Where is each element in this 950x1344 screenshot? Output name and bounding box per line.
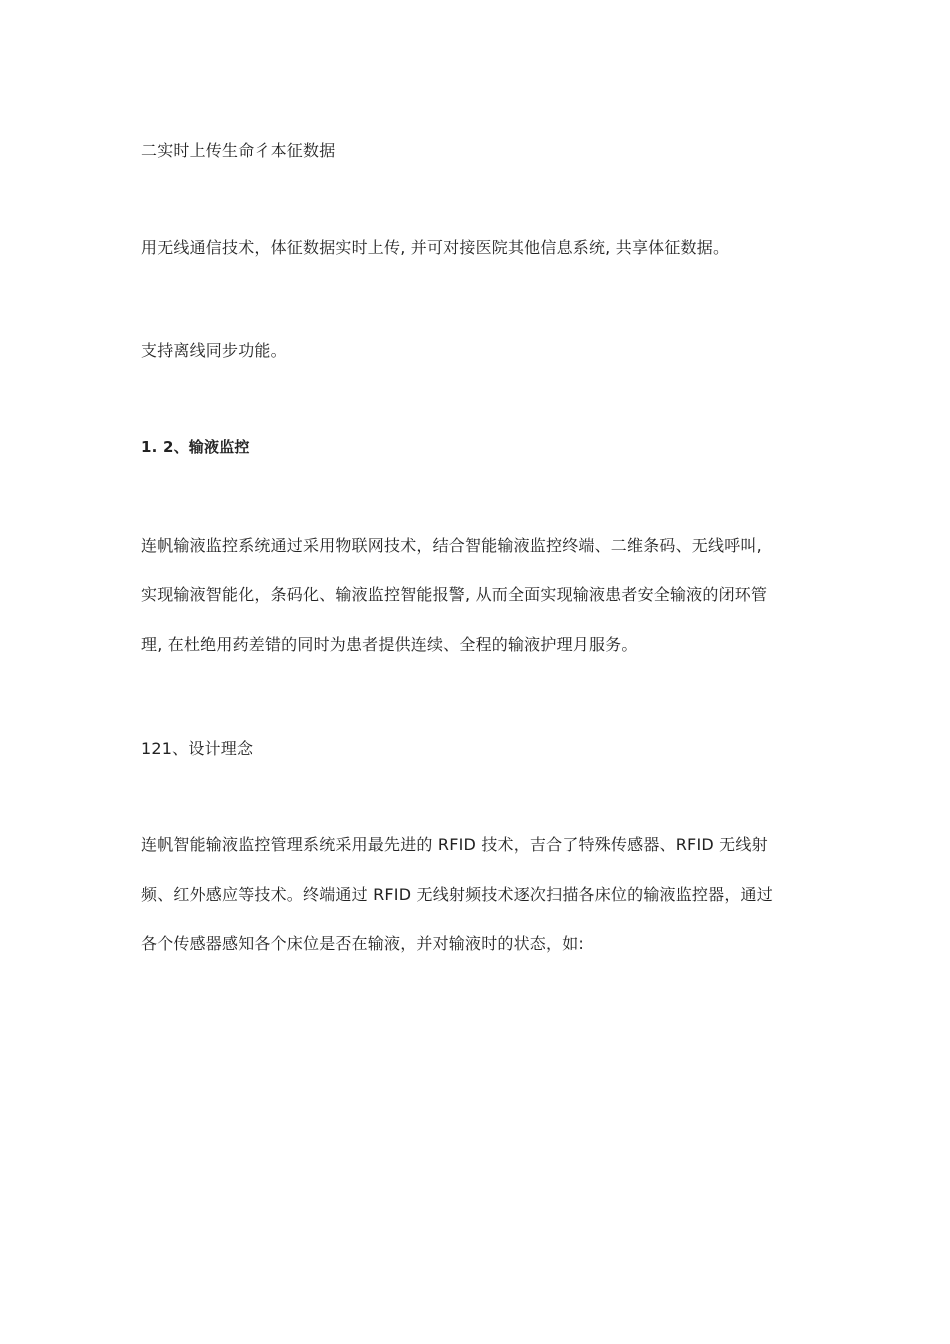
subsection-body-line: 连帆智能输液监控管理系统采用最先进的 RFID 技术，吉合了特殊传感器、RFID 无线射: [141, 835, 768, 854]
subsection-body-line: 各个传感器感知各个床位是否在输液，并对输液时的状态，如:: [141, 934, 584, 953]
vitals-heading: 二实时上传生命彳本征数据: [141, 141, 336, 160]
subsection-body-line: 频、红外感应等技术。终端通过 RFID 无线射频技术逐次扫描各床位的输液监控器，通过: [141, 885, 773, 904]
section-heading-infusion-monitoring: 1. 2、输液监控: [141, 438, 250, 456]
vitals-paragraph: 用无线通信技术，体征数据实时上传, 并可对接医院其他信息系统, 共享体征数据。: [141, 238, 730, 257]
section-body-line: 连帆输液监控系统通过采用物联网技术，结合智能输液监控终端、二维条码、无线呼叫,: [141, 536, 762, 555]
section-body-line: 实现输液智能化，条码化、输液监控智能报警, 从而全面实现输液患者安全输液的闭环管: [141, 585, 768, 604]
subsection-heading-design-concept: 121、设计理念: [141, 739, 254, 758]
offline-sync-paragraph: 支持离线同步功能。: [141, 341, 287, 360]
section-body-line: 理, 在杜绝用药差错的同时为患者提供连续、全程的输液护理月服务。: [141, 635, 638, 654]
